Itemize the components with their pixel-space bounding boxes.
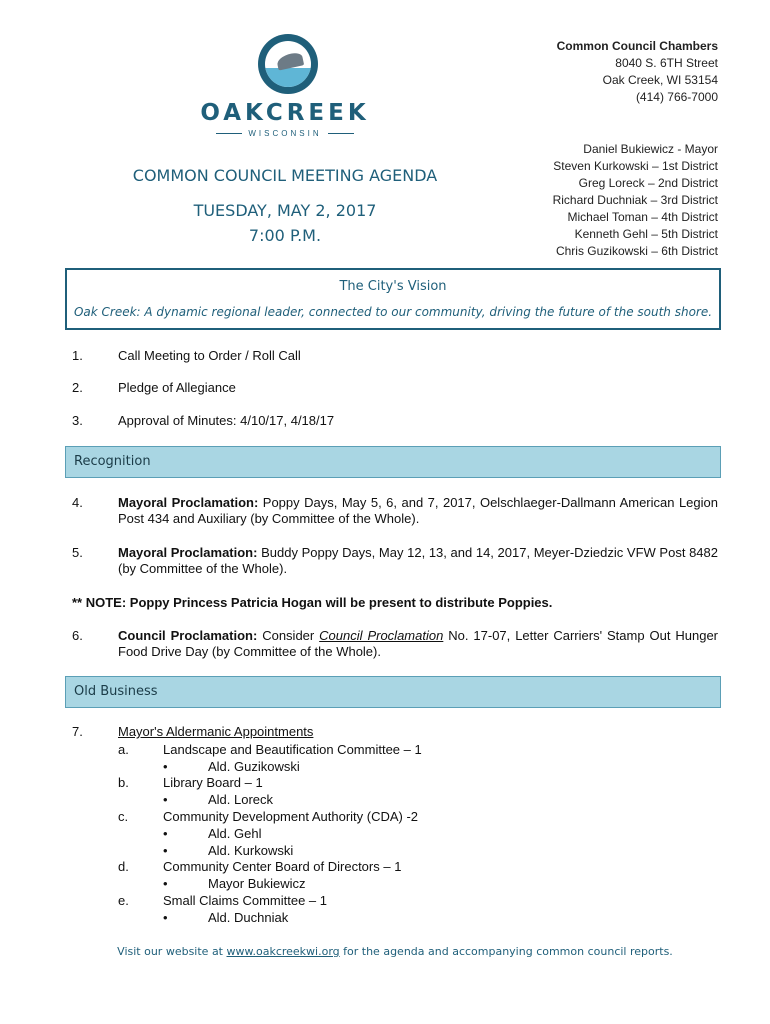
meeting-date: TUESDAY, MAY 2, 2017: [193, 201, 377, 220]
appointment-committee: Landscape and Beautification Committee – 1: [163, 742, 422, 757]
item-text: [118, 545, 718, 577]
council-member: Kenneth Gehl – 5th District: [574, 227, 718, 241]
item-text: Approval of Minutes: 4/10/17, 4/18/17: [118, 413, 335, 428]
item-number: 5.: [72, 545, 83, 560]
section-title: Recognition: [74, 454, 151, 469]
footer: [0, 945, 770, 958]
appointment-letter: a.: [118, 742, 129, 757]
vision-statement: Oak Creek: A dynamic regional leader, connected to our community, driving the future of the south shore.: [73, 305, 713, 319]
item-description: No. 17-07, Letter Carriers' Stamp Out Hunger Food Drive Day (by Committee of the Whole).: [118, 628, 719, 659]
logo-wordmark: OAKCREEK: [200, 100, 370, 126]
item-number: 7.: [72, 724, 83, 739]
item-description: Poppy Days, May 5, 6, and 7, 2017, Oelschlaeger-Dallmann American Legion Post 434 and Auxiliary (by Committee of the Whole).: [118, 495, 718, 526]
appointee-name: Ald. Duchniak: [208, 910, 289, 925]
website-link[interactable]: www.oakcreekwi.org: [226, 945, 340, 958]
agenda-title: [100, 163, 470, 248]
council-member: Richard Duchniak – 3rd District: [552, 193, 718, 207]
appointee-name: Ald. Gehl: [208, 826, 262, 841]
item-text: [118, 495, 718, 527]
bullet-icon: •: [163, 910, 168, 925]
bullet-icon: •: [163, 759, 168, 774]
street-address: 8040 S. 6TH Street: [615, 56, 718, 70]
appointee-name: Ald. Loreck: [208, 792, 274, 807]
item-text: Mayor's Aldermanic Appointments: [118, 724, 314, 739]
council-member: Steven Kurkowski – 1st District: [553, 159, 718, 173]
chambers-name: Common Council Chambers: [556, 39, 718, 53]
agenda-heading: COMMON COUNCIL MEETING AGENDA: [132, 166, 438, 185]
meeting-time: 7:00 P.M.: [248, 226, 322, 245]
item-number: 2.: [72, 380, 83, 395]
appointment-letter: d.: [118, 859, 129, 874]
appointee-name: Ald. Kurkowski: [208, 843, 294, 858]
item-number: 6.: [72, 628, 83, 643]
appointment-committee: Small Claims Committee – 1: [163, 893, 327, 908]
appointment-committee: Library Board – 1: [163, 775, 263, 790]
note-text: ** NOTE: Poppy Princess Patricia Hogan will be present to distribute Poppies.: [72, 595, 553, 610]
phone-number: (414) 766-7000: [635, 90, 718, 104]
footer-suffix: for the agenda and accompanying common council reports.: [339, 945, 673, 958]
logo-emblem: [258, 34, 318, 94]
item-number: 4.: [72, 495, 83, 510]
appointment-letter: b.: [118, 775, 129, 790]
section-title: Old Business: [74, 684, 158, 699]
appointment-committee: Community Center Board of Directors – 1: [163, 859, 402, 874]
oak-creek-logo: [200, 34, 370, 144]
item-label: Mayoral Proclamation:: [118, 495, 259, 510]
item-text: Pledge of Allegiance: [118, 380, 236, 395]
vision-title: The City's Vision: [339, 279, 447, 294]
item-text: [118, 628, 718, 660]
bullet-icon: •: [163, 876, 168, 891]
council-proclamation-link[interactable]: Council Proclamation: [319, 628, 444, 643]
appointee-name: Mayor Bukiewicz: [208, 876, 306, 891]
bullet-icon: •: [163, 826, 168, 841]
council-members: [553, 141, 718, 260]
section-header-old-business: [65, 676, 721, 708]
item-number: 3.: [72, 413, 83, 428]
item-description: Buddy Poppy Days, May 12, 13, and 14, 2017, Meyer-Dziedzic VFW Post 8482 (by Committee of the Whole).: [118, 545, 718, 576]
appointment-letter: c.: [118, 809, 129, 824]
appointment-committee: Community Development Authority (CDA) -2: [163, 809, 419, 824]
logo-subtitle: WISCONSIN: [200, 129, 370, 138]
council-member: Greg Loreck – 2nd District: [578, 176, 718, 190]
council-member: Michael Toman – 4th District: [567, 210, 718, 224]
item-label: Council Proclamation:: [118, 628, 258, 643]
appointee-name: Ald. Guzikowski: [208, 759, 300, 774]
footer-prefix: Visit our website at: [117, 945, 227, 958]
contact-block: [557, 38, 718, 106]
bullet-icon: •: [163, 843, 168, 858]
item-prefix: Consider: [257, 628, 320, 643]
section-header-recognition: [65, 446, 721, 478]
vision-box: [65, 268, 721, 330]
item-text: Call Meeting to Order / Roll Call: [118, 348, 301, 363]
item-label: Mayoral Proclamation:: [118, 545, 258, 560]
appointment-letter: e.: [118, 893, 129, 908]
item-number: 1.: [72, 348, 83, 363]
council-member: Chris Guzikowski – 6th District: [555, 244, 718, 258]
city-address: Oak Creek, WI 53154: [602, 73, 718, 87]
council-member: Daniel Bukiewicz - Mayor: [583, 142, 718, 156]
bullet-icon: •: [163, 792, 168, 807]
